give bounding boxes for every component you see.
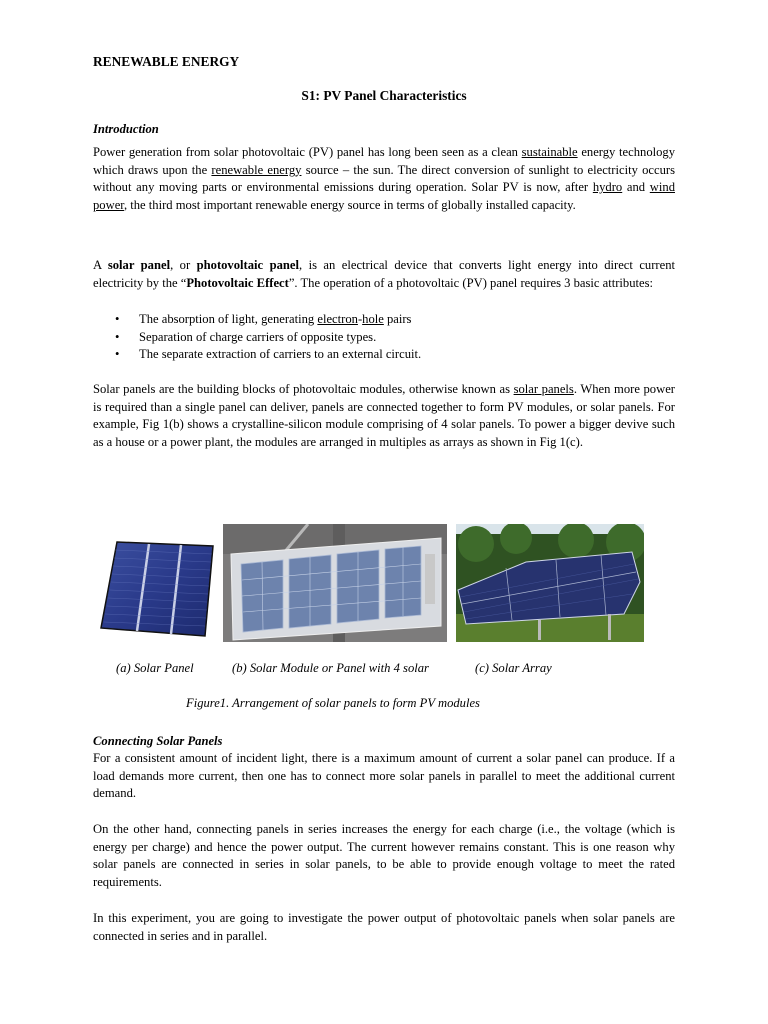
connecting-heading: Connecting Solar Panels — [93, 734, 223, 748]
intro-paragraph-1: Power generation from solar photovoltaic (PV) panel has long been seen as a clean sustainable energy technology which draws upon the renewable energy source – the sun. The direct conversion of sunlight to electricity occurs without any moving parts or environmental emissions during operation. Solar PV is now, after hydro and wind power, the third most important renewable energy source in terms of globally installed capacity. — [93, 145, 676, 212]
renewable-energy-link[interactable]: renewable energy — [211, 162, 302, 177]
figure-label-b: (b) Solar Module or Panel with 4 solar — [232, 661, 429, 675]
solar-module-image — [223, 524, 447, 642]
wind-power-link[interactable]: wind power — [93, 180, 675, 212]
document-title: RENEWABLE ENERGY — [93, 54, 240, 69]
attributes-list — [93, 311, 421, 364]
hole-link[interactable]: hole — [362, 312, 384, 326]
intro-paragraph-2: A solar panel, or photovoltaic panel, is an electrical device that converts light energy into direct current electricity by the “Photovoltaic Effect”. The operation of a photovoltaic (PV) panel requires 3 basic attributes: — [93, 258, 676, 290]
connecting-paragraph-2: On the other hand, connecting panels in series increases the energy for each charge (i.e., the voltage (which is energy per charge) and hence the power output. The current however remains constant. This is one reason why solar panels are connected in series in solar panels, to be able to provide enough voltage to meet the rated requirements. — [93, 822, 675, 889]
solar-array-image — [456, 524, 644, 642]
list-item: • The absorption of light, generating electron-hole pairs — [93, 311, 421, 329]
solar-array-icon — [456, 524, 644, 642]
solar-panels-link: solar panels — [513, 382, 574, 396]
solar-cell-image — [93, 536, 217, 642]
hydro-link[interactable]: hydro — [592, 180, 623, 195]
sustainable-link[interactable]: sustainable — [521, 145, 578, 159]
electron-link[interactable]: electron — [317, 312, 358, 326]
solar-module-icon — [223, 524, 447, 642]
list-item: • The separate extraction of carriers to an external circuit. — [93, 346, 421, 364]
solar-cell-icon — [93, 536, 217, 642]
introduction-heading: Introduction — [93, 122, 159, 136]
figure-label-c: (c) Solar Array — [475, 661, 552, 675]
list-item: • Separation of charge carriers of opposite types. — [93, 329, 421, 347]
figure-label-a: (a) Solar Panel — [116, 661, 194, 675]
figure-caption: Figure1. Arrangement of solar panels to form PV modules — [186, 696, 480, 710]
connecting-paragraph-1: For a consistent amount of incident light, there is a maximum amount of current a solar panel can produce. If a load demands more current, then one has to connect more solar panels in parallel to meet the additional current demand. — [93, 751, 675, 801]
connecting-paragraph-3: In this experiment, you are going to investigate the power output of photovoltaic panels when solar panels are connected in series and in parallel. — [93, 911, 675, 943]
intro-paragraph-3: Solar panels are the building blocks of photovoltaic modules, otherwise known as solar panels. When more power is required than a single panel can deliver, panels are connected together to form PV modules, or solar panels. For example, Fig 1(b) shows a crystalline-silicon module comprising of 4 solar panels. To power a bigger devive such as a house or a power plant, the modules are arranged in multiples as arrays as shown in Fig 1(c). — [93, 382, 675, 449]
section-title: S1: PV Panel Characteristics — [301, 88, 467, 103]
